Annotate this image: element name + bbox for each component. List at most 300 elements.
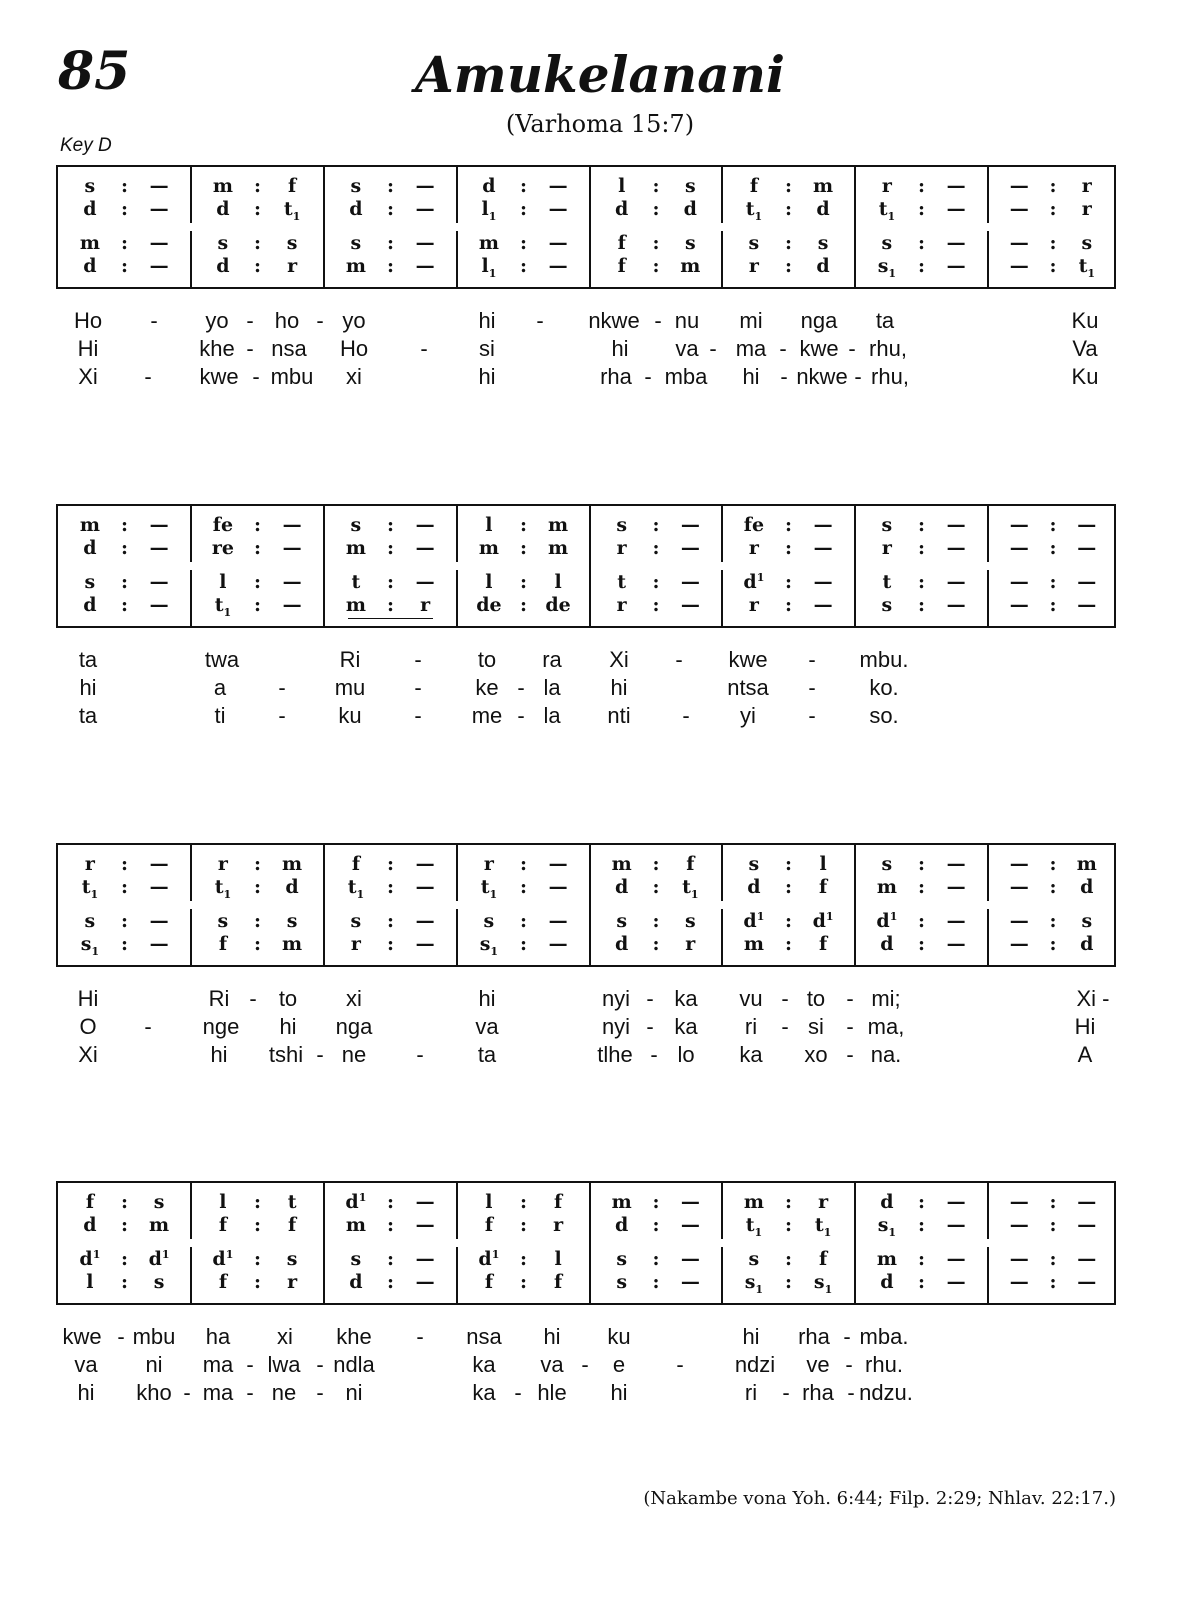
solfa-note: s bbox=[84, 175, 96, 197]
solfa-note: m bbox=[79, 514, 100, 536]
lyric-syllable: ka bbox=[739, 1042, 763, 1067]
solfa-note: $t_1$ bbox=[81, 876, 99, 901]
beat-separator: : bbox=[652, 537, 660, 559]
solfa-note: f bbox=[287, 175, 297, 197]
half-barline bbox=[721, 231, 723, 287]
syllable-hyphen: - bbox=[650, 1042, 658, 1067]
lyric-syllable: ne bbox=[271, 1380, 297, 1405]
lyric-syllable: nge bbox=[202, 1014, 240, 1039]
syllable-hyphen: - bbox=[646, 1014, 654, 1039]
beat-separator: : bbox=[652, 1214, 660, 1236]
lyric-syllable: a bbox=[213, 675, 227, 700]
solfa-note: s bbox=[1081, 910, 1093, 932]
beat-separator: : bbox=[519, 1271, 528, 1293]
beat-separator: : bbox=[253, 232, 262, 254]
solfa-note: — bbox=[282, 594, 302, 616]
syllable-hyphen: - bbox=[246, 1380, 254, 1405]
solfa-note: d bbox=[880, 1191, 894, 1213]
beat-separator: : bbox=[917, 232, 926, 254]
solfa-note: r bbox=[881, 537, 892, 559]
lyric-syllable: ku bbox=[607, 1324, 631, 1349]
solfa-note: — bbox=[149, 255, 169, 277]
beat-separator: : bbox=[652, 876, 660, 898]
solfa-note: $d^1$ bbox=[743, 571, 765, 593]
beat-separator: : bbox=[917, 198, 926, 220]
beat-separator: : bbox=[519, 232, 528, 254]
beat-separator: : bbox=[120, 910, 129, 932]
beat-separator: : bbox=[784, 571, 793, 593]
solfa-note: — bbox=[149, 537, 169, 559]
solfa-note: f bbox=[617, 232, 626, 254]
lyric-syllable: to bbox=[806, 986, 826, 1011]
solfa-note: d bbox=[1080, 933, 1094, 955]
solfa-note: — bbox=[813, 514, 833, 536]
solfa-note: — bbox=[946, 853, 966, 875]
half-barline bbox=[456, 845, 458, 901]
solfa-note: d bbox=[216, 198, 230, 220]
solfa-note: — bbox=[680, 1191, 700, 1213]
solfa-note: r bbox=[1081, 175, 1092, 197]
lyric-syllable: nga bbox=[335, 1014, 373, 1039]
beat-separator: : bbox=[253, 255, 262, 277]
solfa-note: d bbox=[880, 933, 894, 955]
beat-separator: : bbox=[917, 175, 926, 197]
solfa-note: — bbox=[282, 514, 302, 536]
solfa-note: $t_1$ bbox=[347, 876, 365, 901]
lyric-syllable: lwa bbox=[267, 1352, 301, 1377]
barline bbox=[323, 1183, 325, 1303]
beat-separator: : bbox=[1049, 514, 1057, 536]
solfa-note: r bbox=[553, 1214, 564, 1236]
lyric-syllable: nu bbox=[674, 308, 700, 333]
staff-system-3 bbox=[56, 843, 1116, 967]
lyric-syllable: va bbox=[475, 1014, 499, 1039]
barline bbox=[854, 506, 856, 626]
solfa-note: — bbox=[548, 232, 568, 254]
solfa-note: d bbox=[615, 933, 629, 955]
beat-separator: : bbox=[519, 594, 528, 616]
lyric-syllable: hi bbox=[742, 1324, 760, 1349]
solfa-note: d bbox=[1080, 876, 1094, 898]
solfa-note: $t_1$ bbox=[745, 1214, 763, 1239]
lyric-syllable: O bbox=[79, 1014, 97, 1039]
beat-separator: : bbox=[784, 514, 793, 536]
solfa-note: fe bbox=[743, 514, 765, 536]
solfa-note: — bbox=[1077, 571, 1097, 593]
solfa-note: t bbox=[351, 571, 361, 593]
half-barline bbox=[721, 1247, 723, 1303]
beat-separator: : bbox=[917, 1214, 926, 1236]
lyric-syllable: la bbox=[543, 703, 561, 728]
beat-separator: : bbox=[1049, 933, 1057, 955]
lyric-syllable: rha bbox=[802, 1380, 834, 1405]
solfa-note: $s_1$ bbox=[479, 933, 499, 958]
solfa-note: m bbox=[345, 537, 366, 559]
beat-separator: : bbox=[917, 1191, 926, 1213]
half-barline bbox=[190, 1183, 192, 1239]
lyric-syllable: xi bbox=[277, 1324, 293, 1349]
lyric-syllable: xi bbox=[346, 986, 362, 1011]
beat-separator: : bbox=[253, 537, 262, 559]
scripture-reference: (Varhoma 15:7) bbox=[505, 110, 695, 138]
solfa-note: — bbox=[1077, 1248, 1097, 1270]
solfa-note: — bbox=[946, 910, 966, 932]
lyric-syllable: ma bbox=[202, 1352, 234, 1377]
half-barline bbox=[987, 570, 989, 626]
solfa-note: s bbox=[881, 594, 893, 616]
solfa-note: $t_1$ bbox=[1078, 255, 1096, 280]
solfa-note: l bbox=[618, 175, 626, 197]
solfa-note: $t_1$ bbox=[480, 876, 498, 901]
beat-separator: : bbox=[917, 853, 926, 875]
solfa-note: fe bbox=[212, 514, 234, 536]
half-barline bbox=[190, 1247, 192, 1303]
barline bbox=[323, 167, 325, 287]
beat-separator: : bbox=[1049, 1214, 1057, 1236]
syllable-hyphen: - bbox=[779, 336, 787, 361]
lyric-syllable: mbu. bbox=[859, 647, 909, 672]
solfa-note: — bbox=[1077, 594, 1097, 616]
beat-separator: : bbox=[386, 232, 395, 254]
lyric-syllable: mba. bbox=[859, 1324, 909, 1349]
solfa-note: — bbox=[1009, 571, 1029, 593]
solfa-note: — bbox=[946, 933, 966, 955]
syllable-hyphen: - bbox=[845, 1352, 853, 1377]
solfa-note: l bbox=[819, 853, 827, 875]
solfa-note: de bbox=[476, 594, 502, 616]
beat-separator: : bbox=[386, 876, 395, 898]
solfa-note: r bbox=[84, 853, 95, 875]
solfa-note: $s_1$ bbox=[877, 1214, 897, 1239]
lyric-syllable: Xi bbox=[78, 364, 98, 389]
key-signature: Key D bbox=[60, 135, 112, 156]
beat-separator: : bbox=[253, 933, 262, 955]
solfa-note: — bbox=[1009, 1248, 1029, 1270]
beat-separator: : bbox=[120, 514, 129, 536]
syllable-hyphen: - bbox=[246, 336, 254, 361]
solfa-note: d bbox=[615, 876, 629, 898]
lyric-syllable: Ho bbox=[339, 336, 369, 361]
solfa-note: d bbox=[83, 1214, 97, 1236]
solfa-note: — bbox=[1009, 876, 1029, 898]
beat-separator: : bbox=[120, 1191, 129, 1213]
lyric-syllable: hi bbox=[79, 675, 97, 700]
lyric-syllable: lo bbox=[677, 1042, 695, 1067]
syllable-hyphen: - bbox=[316, 1042, 324, 1067]
beat-separator: : bbox=[519, 514, 528, 536]
lyric-syllable: to bbox=[278, 986, 298, 1011]
lyric-syllable: mu bbox=[334, 675, 366, 700]
solfa-note: s bbox=[350, 1248, 362, 1270]
solfa-note: f bbox=[85, 1191, 94, 1213]
beat-separator: : bbox=[784, 853, 793, 875]
solfa-note: m bbox=[876, 876, 897, 898]
lyric-syllable: yo bbox=[205, 308, 229, 333]
solfa-note: s bbox=[350, 514, 362, 536]
beat-separator: : bbox=[652, 571, 660, 593]
beat-separator: : bbox=[386, 1214, 395, 1236]
solfa-note: r bbox=[748, 537, 759, 559]
solfa-note: r bbox=[616, 537, 627, 559]
solfa-note: d bbox=[349, 1271, 363, 1293]
beat-separator: : bbox=[386, 1191, 395, 1213]
beat-separator: : bbox=[120, 537, 129, 559]
syllable-hyphen: - bbox=[278, 675, 286, 700]
beat-separator: : bbox=[1049, 1191, 1057, 1213]
solfa-note: — bbox=[415, 910, 435, 932]
beat-separator: : bbox=[1049, 175, 1057, 197]
lyric-syllable: hi bbox=[478, 986, 496, 1011]
lyric-syllable: nti bbox=[607, 703, 631, 728]
lyric-syllable: Xi bbox=[609, 647, 629, 672]
solfa-note: $d^1$ bbox=[478, 1248, 500, 1270]
lyric-syllable: A bbox=[1077, 1042, 1093, 1067]
lyric-syllable: kwe bbox=[62, 1324, 102, 1349]
staff-system-1 bbox=[56, 165, 1116, 289]
lyric-syllable: khe bbox=[199, 336, 235, 361]
solfa-note: — bbox=[1009, 514, 1029, 536]
syllable-hyphen: - bbox=[414, 703, 422, 728]
syllable-hyphen: - bbox=[416, 1042, 424, 1067]
lyric-syllable: ndzu. bbox=[859, 1380, 913, 1405]
beat-separator: : bbox=[917, 571, 926, 593]
syllable-hyphen: - bbox=[675, 647, 683, 672]
beat-separator: : bbox=[386, 514, 395, 536]
solfa-note: d bbox=[285, 876, 299, 898]
half-barline bbox=[190, 231, 192, 287]
beat-separator: : bbox=[120, 255, 129, 277]
beat-separator: : bbox=[519, 876, 528, 898]
solfa-note: m bbox=[345, 1214, 366, 1236]
beat-separator: : bbox=[120, 1271, 129, 1293]
half-barline bbox=[987, 909, 989, 965]
lyric-syllable: tlhe bbox=[597, 1042, 633, 1067]
lyric-syllable: to bbox=[477, 647, 497, 672]
beat-separator: : bbox=[784, 1214, 793, 1236]
solfa-note: $s_1$ bbox=[744, 1271, 764, 1296]
lyric-syllable: hi bbox=[210, 1042, 228, 1067]
solfa-note: d bbox=[615, 1214, 629, 1236]
lyric-syllable: mba bbox=[664, 364, 708, 389]
solfa-note: — bbox=[946, 594, 966, 616]
solfa-note: s bbox=[616, 910, 628, 932]
lyric-syllable: la bbox=[543, 675, 561, 700]
beat-separator: : bbox=[519, 571, 528, 593]
syllable-hyphen: - bbox=[846, 1014, 854, 1039]
lyric-syllable: ri bbox=[744, 1014, 758, 1039]
solfa-note: — bbox=[415, 232, 435, 254]
solfa-note: s bbox=[616, 1271, 628, 1293]
solfa-note: — bbox=[149, 933, 169, 955]
solfa-note: d bbox=[349, 198, 363, 220]
lyric-syllable: Va bbox=[1072, 336, 1098, 361]
beat-separator: : bbox=[652, 1248, 660, 1270]
solfa-note: r bbox=[881, 175, 892, 197]
beat-separator: : bbox=[386, 255, 395, 277]
solfa-note: s bbox=[217, 232, 229, 254]
beat-separator: : bbox=[652, 255, 660, 277]
solfa-note: — bbox=[149, 910, 169, 932]
lyric-syllable: va bbox=[540, 1352, 564, 1377]
solfa-note: l bbox=[554, 1248, 562, 1270]
solfa-note: — bbox=[1009, 175, 1029, 197]
solfa-note: — bbox=[1009, 1214, 1029, 1236]
solfa-note: — bbox=[415, 198, 435, 220]
lyric-syllable: ra bbox=[542, 647, 562, 672]
solfa-note: d bbox=[83, 198, 97, 220]
beat-separator: : bbox=[386, 594, 395, 616]
syllable-hyphen: - bbox=[782, 1380, 790, 1405]
solfa-note: f bbox=[818, 876, 828, 898]
beat-separator: : bbox=[1049, 876, 1057, 898]
solfa-note: — bbox=[1009, 1271, 1029, 1293]
lyric-syllable: hi bbox=[742, 364, 760, 389]
solfa-note: $d^1$ bbox=[876, 910, 898, 932]
half-barline bbox=[987, 506, 989, 562]
solfa-note: s bbox=[616, 514, 628, 536]
beat-separator: : bbox=[784, 933, 793, 955]
solfa-note: s bbox=[684, 910, 696, 932]
solfa-note: m bbox=[282, 933, 303, 955]
solfa-note: — bbox=[415, 1271, 435, 1293]
syllable-hyphen: - bbox=[420, 336, 428, 361]
lyric-syllable: xi bbox=[346, 364, 362, 389]
lyric-syllable: hi bbox=[611, 336, 629, 361]
solfa-note: $d^1$ bbox=[212, 1248, 234, 1270]
syllable-hyphen: - bbox=[682, 703, 690, 728]
syllable-hyphen: - bbox=[252, 364, 260, 389]
lyric-syllable: kwe bbox=[799, 336, 839, 361]
lyric-syllable: Ho bbox=[73, 308, 103, 333]
solfa-note: f bbox=[484, 1214, 493, 1236]
beat-separator: : bbox=[784, 175, 793, 197]
solfa-note: — bbox=[946, 1191, 966, 1213]
beat-separator: : bbox=[120, 853, 129, 875]
solfa-note: r bbox=[818, 1191, 829, 1213]
lyric-syllable: nyi bbox=[601, 986, 631, 1011]
half-barline bbox=[721, 1183, 723, 1239]
solfa-note: r bbox=[287, 255, 298, 277]
syllable-hyphen: - bbox=[416, 1324, 424, 1349]
lyric-syllable: mbu bbox=[132, 1324, 176, 1349]
solfa-note: d bbox=[216, 255, 230, 277]
beat-separator: : bbox=[652, 1271, 660, 1293]
solfa-note: — bbox=[548, 933, 568, 955]
lyric-syllable: hi bbox=[610, 675, 628, 700]
beat-separator: : bbox=[784, 198, 793, 220]
lyric-syllable: va bbox=[74, 1352, 98, 1377]
solfa-note: d bbox=[816, 198, 830, 220]
lyric-syllable: rhu, bbox=[869, 336, 907, 361]
beat-separator: : bbox=[652, 175, 660, 197]
solfa-note: m bbox=[876, 1248, 897, 1270]
solfa-note: — bbox=[1077, 1191, 1097, 1213]
solfa-note: d bbox=[816, 255, 830, 277]
solfa-note: — bbox=[415, 571, 435, 593]
solfa-note: — bbox=[415, 933, 435, 955]
solfa-note: — bbox=[1009, 1191, 1029, 1213]
solfa-note: $t_1$ bbox=[745, 198, 763, 223]
solfa-note: $l_1$ bbox=[481, 255, 497, 280]
solfa-note: — bbox=[1009, 933, 1029, 955]
solfa-note: f bbox=[818, 1248, 828, 1270]
lyric-syllable: hi bbox=[610, 1380, 628, 1405]
solfa-note: r bbox=[616, 594, 627, 616]
beat-separator: : bbox=[917, 514, 926, 536]
solfa-note: — bbox=[548, 175, 568, 197]
solfa-note: $t_1$ bbox=[283, 198, 301, 223]
solfa-note: s bbox=[684, 232, 696, 254]
solfa-note: m bbox=[79, 232, 100, 254]
syllable-hyphen: - bbox=[848, 336, 856, 361]
solfa-note: f bbox=[553, 1271, 563, 1293]
solfa-note: d bbox=[615, 198, 629, 220]
solfa-note: — bbox=[946, 175, 966, 197]
solfa-note: — bbox=[415, 1214, 435, 1236]
half-barline bbox=[190, 845, 192, 901]
barline bbox=[589, 506, 591, 626]
syllable-hyphen: - bbox=[581, 1352, 589, 1377]
beat-separator: : bbox=[386, 571, 395, 593]
syllable-hyphen: - bbox=[183, 1380, 191, 1405]
lyric-syllable: nkwe bbox=[588, 308, 640, 333]
lyric-syllable: twa bbox=[204, 647, 240, 672]
barline bbox=[854, 167, 856, 287]
lyric-syllable: ni bbox=[345, 1380, 363, 1405]
syllable-hyphen: - bbox=[846, 1042, 854, 1067]
solfa-note: s bbox=[748, 232, 760, 254]
lyric-syllable: Ri bbox=[339, 647, 361, 672]
syllable-hyphen: - bbox=[517, 675, 525, 700]
solfa-note: — bbox=[1009, 537, 1029, 559]
syllable-hyphen: - bbox=[808, 703, 816, 728]
solfa-note: s bbox=[881, 853, 893, 875]
solfa-note: l bbox=[485, 514, 493, 536]
staff-system-4 bbox=[56, 1181, 1116, 1305]
beat-separator: : bbox=[519, 175, 528, 197]
solfa-note: l bbox=[554, 571, 562, 593]
lyric-syllable: ti bbox=[214, 703, 226, 728]
lyric-syllable: yi bbox=[740, 703, 756, 728]
solfa-note: — bbox=[946, 255, 966, 277]
solfa-note: $t_1$ bbox=[878, 198, 896, 223]
syllable-hyphen: - bbox=[316, 308, 324, 333]
beat-separator: : bbox=[386, 1248, 395, 1270]
half-barline bbox=[456, 231, 458, 287]
lyric-syllable: Ku bbox=[1071, 364, 1099, 389]
half-barline bbox=[456, 570, 458, 626]
half-barline bbox=[721, 506, 723, 562]
solfa-note: — bbox=[1009, 910, 1029, 932]
solfa-note: $s_1$ bbox=[813, 1271, 833, 1296]
solfa-note: t bbox=[617, 571, 627, 593]
syllable-hyphen: - bbox=[676, 1352, 684, 1377]
solfa-note: — bbox=[680, 594, 700, 616]
beat-separator: : bbox=[120, 1248, 129, 1270]
syllable-hyphen: - bbox=[316, 1352, 324, 1377]
solfa-note: — bbox=[1009, 594, 1029, 616]
solfa-note: s bbox=[483, 910, 495, 932]
solfa-note: s bbox=[817, 232, 829, 254]
solfa-note: f bbox=[484, 1271, 493, 1293]
solfa-note: — bbox=[548, 853, 568, 875]
solfa-note: — bbox=[946, 876, 966, 898]
hymn-number: 85 bbox=[58, 41, 131, 102]
solfa-note: — bbox=[149, 853, 169, 875]
beat-separator: : bbox=[784, 255, 793, 277]
beat-separator: : bbox=[1049, 571, 1057, 593]
lyric-syllable: ri bbox=[744, 1380, 758, 1405]
